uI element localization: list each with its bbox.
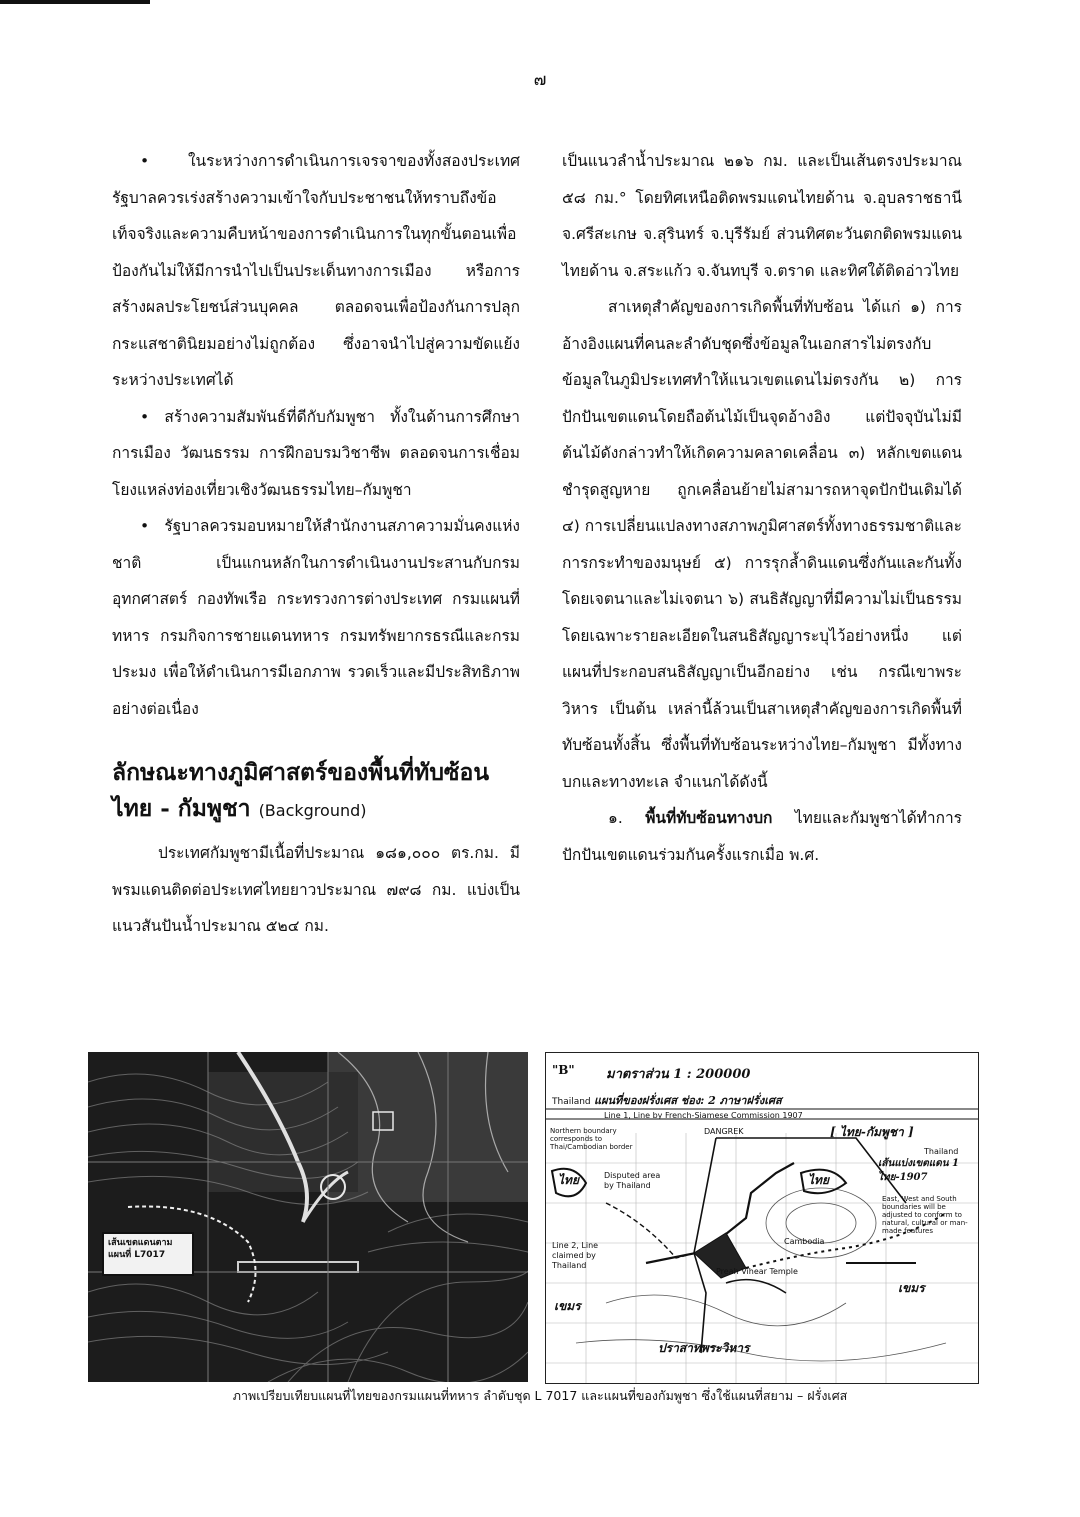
land-paragraph — [562, 800, 962, 873]
map-marker-b: "B" — [552, 1063, 575, 1077]
handwritten-title: แผนที่ของฝรั่งเศส ช่อง: 2 ภาษาฝรั่งเศส — [594, 1094, 782, 1107]
label-line-2: Line 2, Line claimed by Thailand — [552, 1241, 599, 1270]
topographic-map-graphic — [88, 1052, 528, 1382]
handwritten-thai-1: ไทย — [558, 1173, 579, 1187]
handwritten-right-note: เส้นแบ่งเขตแดน 1 ไทย-1907 — [878, 1158, 959, 1183]
bullet-paragraph: • สร้างความสัมพันธ์ที่ดีกับกัมพูชา ทั้งในด้านการศึกษา การเมือง วัฒนธรรม การฝึกอบรมวิชาชีพ ตลอดจนการเชื่อมโยงแหล่งท่องเที่ยวเชิงวัฒนธรรมไทย–กัมพูชา — [112, 407, 520, 499]
heading-line-1: ลักษณะทางภูมิศาสตร์ของพื้นที่ทับซ้อน — [112, 759, 490, 786]
land-number: ๑. — [608, 809, 646, 827]
label-dangrek: DANGREK — [704, 1127, 744, 1136]
label-temple: Preah Vihear Temple — [716, 1267, 798, 1276]
page-number: ๗ — [533, 70, 547, 90]
label-disputed: Disputed area by Thailand — [604, 1171, 661, 1190]
handwritten-cambodia-2: เขมร — [898, 1281, 925, 1295]
handwritten-temple: ปราสาทพระวิหาร — [658, 1341, 750, 1355]
label-boundary-note: Northern boundary corresponds to Thai/Cambodian border — [550, 1127, 633, 1151]
handwritten-cambodia-1: เขมร — [554, 1299, 581, 1313]
legend-line-2: แผนที่ L7017 — [108, 1250, 166, 1260]
section-heading — [112, 755, 520, 829]
label-cambodia: Cambodia — [784, 1237, 825, 1246]
thai-l7017-map — [88, 1052, 528, 1382]
handwritten-thai-2: ไทย — [808, 1173, 829, 1187]
heading-english: (Background) — [258, 801, 367, 820]
bullet-paragraph: • ในระหว่างการดำเนินการเจรจาของทั้งสองประเทศ รัฐบาลควรเร่งสร้างความเข้าใจกับประชาชนให้ทราบถึงข้อเท็จจริงและความคืบหน้าของการดำเนินการในทุกขั้นตอนเพื่อป้องกันไม่ให้มีการนำไปเป็นประเด็นทางการเมือง หรือการสร้างผลประโยชน์ส่วนบุคคล ตลอดจนเพื่อป้องกันการปลุกกระแสชาตินิยมอย่างไม่ถูกต้อง ซึ่งอาจนำไปสู่ความขัดแย้งระหว่างประเทศได้ — [112, 152, 520, 389]
land-text: ไทยและกัมพูชาได้ทำการปักปันเขตแดนร่วมกันครั้งแรกเมื่อ พ.ศ. — [562, 809, 962, 864]
figure-caption: ภาพเปรียบเทียบแผนที่ไทยของกรมแผนที่ทหาร ลำดับชุด L 7017 และแผนที่ของกัมพูชา ซึ่งใช้แผนที่สยาม – ฝรั่งเศส — [232, 1388, 848, 1403]
right-column — [562, 143, 962, 873]
label-line-1: Line 1, Line by French-Siamese Commission 1907 — [604, 1111, 803, 1120]
legend-line-1: เส้นเขตแดนตาม — [108, 1238, 173, 1248]
handwritten-bracket: [ ไทย-กัมพูชา ] — [830, 1125, 914, 1139]
heading-line-2: ไทย - กัมพูชา — [112, 795, 251, 822]
cambodia-french-siamese-map — [545, 1052, 979, 1384]
corner-rule — [0, 0, 150, 4]
causes-paragraph: สาเหตุสำคัญของการเกิดพื้นที่ทับซ้อน ได้แก่ ๑) การอ้างอิงแผนที่คนละลำดับชุดซึ่งข้อมูลในเอกสารไม่ตรงกับข้อมูลในภูมิประเทศทำให้แนวเขตแดนไม่ตรงกัน ๒) การปักปันเขตแดนโดยถือต้นไม้เป็นจุดอ้างอิง แต่ปัจจุบันไม่มีต้นไม้ดังกล่าวทำให้เกิดความคลาดเคลื่อน ๓) หลักเขตแดนชำรุดสูญหาย ถูกเคลื่อนย้ายไม่สามารถหาจุดปักปันเดิมได้ ๔) การเปลี่ยนแปลงทางสภาพภูมิศาสตร์ทั้งทางธรรมชาติและการกระทำของมนุษย์ ๕) การรุกล้ำดินแดนซึ่งกันและกันทั้งโดยเจตนาและไม่เจตนา ๖) สนธิสัญญาที่มีความไม่เป็นธรรม โดยเฉพาะรายละเอียดในสนธิสัญญาระบุไว้อย่างหนึ่ง แต่แผนที่ประกอบสนธิสัญญาเป็นอีกอย่าง เช่น กรณีเขาพระวิหาร เป็นต้น เหล่านี้ล้วนเป็นสาเหตุสำคัญของการเกิดพื้นที่ทับซ้อนทั้งสิ้น ซึ่งพื้นที่ทับซ้อนระหว่างไทย–กัมพูชา มีทั้งทางบกและทางทะเล จำแนกได้ดังนี้ — [562, 298, 962, 791]
label-thailand-right: Thailand — [924, 1147, 959, 1156]
handwritten-scale: มาตราส่วน 1 : 200000 — [606, 1067, 751, 1082]
intro-paragraph: ประเทศกัมพูชามีเนื้อที่ประมาณ ๑๘๑,๐๐๐ ตร.กม. มีพรมแดนติดต่อประเทศไทยยาวประมาณ ๗๙๘ กม. แบ่งเป็นแนวสันปันน้ำประมาณ ๕๒๔ กม. — [112, 844, 520, 935]
map-legend-box — [102, 1232, 194, 1276]
land-subheading: พื้นที่ทับซ้อนทางบก — [645, 809, 773, 827]
left-column — [112, 143, 520, 945]
label-thailand-top: Thailand — [552, 1097, 591, 1107]
bullet-paragraph: • รัฐบาลควรมอบหมายให้สำนักงานสภาความมั่นคงแห่งชาติ เป็นแกนหลักในการดำเนินงานประสานกับกรมอุทกศาสตร์ กองทัพเรือ กระทรวงการต่างประเทศ กรมแผนที่ทหาร กรมกิจการชายแดนทหาร กรมทรัพยากรธรณีและกรมประมง เพื่อให้ดำเนินการมีเอกภาพ รวดเร็วและมีประสิทธิภาพอย่างต่อเนื่อง — [112, 517, 520, 718]
label-ew-note: East, West and South boundaries will be adjusted to conform to natural, cultural or man-made features — [882, 1195, 968, 1235]
continuation-paragraph: เป็นแนวลำน้ำประมาณ ๒๑๖ กม. และเป็นเส้นตรงประมาณ ๕๘ กม.° โดยทิศเหนือติดพรมแดนไทยด้าน จ.อุบลราชธานี จ.ศรีสะเกษ จ.สุรินทร์ จ.บุรีรัมย์ ส่วนทิศตะวันตกติดพรมแดนไทยด้าน จ.สระแก้ว จ.จันทบุรี จ.ตราด และทิศใต้ติดอ่าวไทย — [562, 152, 962, 280]
